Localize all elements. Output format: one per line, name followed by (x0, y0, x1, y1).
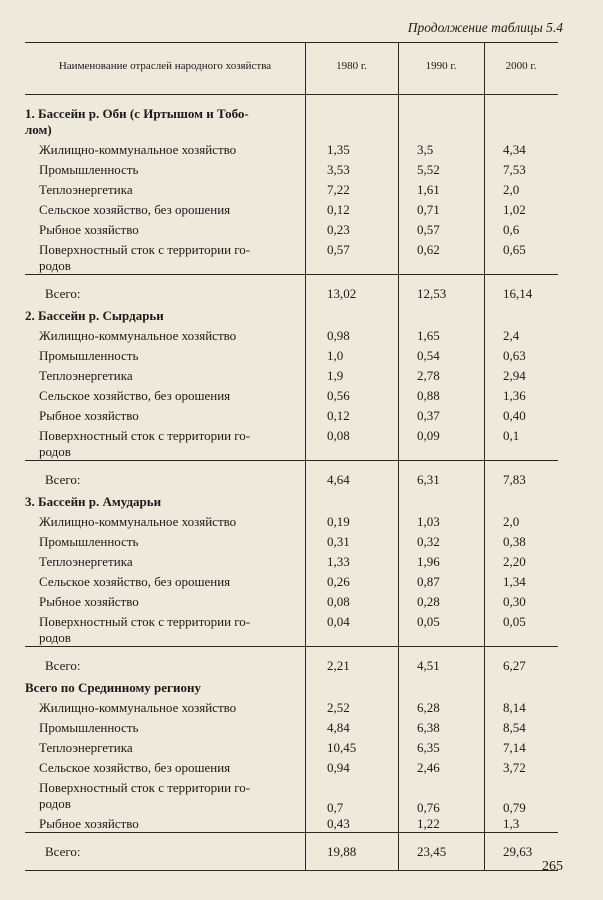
cell-2000: 0,63 (503, 348, 526, 363)
row-label (25, 106, 291, 138)
cell-1990: 1,96 (417, 554, 440, 569)
table-top-border (25, 42, 558, 43)
table-row (25, 242, 558, 278)
cell-1980: 0,08 (327, 594, 350, 609)
row-label: Промышленность (39, 534, 139, 549)
cell-2000: 3,72 (503, 760, 526, 775)
total-row (25, 472, 558, 492)
cell-1990: 23,45 (417, 844, 447, 859)
cell-1990: 0,28 (417, 594, 440, 609)
table-row (25, 740, 558, 760)
table-row (25, 142, 558, 162)
cell-1990: 6,28 (417, 700, 440, 715)
cell-1990: 0,62 (417, 242, 440, 257)
cell-1980: 1,35 (327, 142, 350, 157)
row-label: 3. Бассейн р. Амударьи (25, 494, 162, 509)
table-row (25, 574, 558, 594)
row-label: Рыбное хозяйство (39, 222, 139, 237)
cell-1990: 1,03 (417, 514, 440, 529)
cell-1980: 0,12 (327, 408, 350, 423)
cell-1980: 0,08 (327, 428, 350, 443)
row-label: 2. Бассейн р. Сырдарьи (25, 308, 164, 323)
cell-1980: 0,19 (327, 514, 350, 529)
cell-1990: 0,32 (417, 534, 440, 549)
cell-2000: 8,54 (503, 720, 526, 735)
cell-1990: 12,53 (417, 286, 447, 301)
cell-2000: 1,02 (503, 202, 526, 217)
cell-1990: 4,51 (417, 658, 440, 673)
subtotal-divider (25, 646, 558, 647)
cell-1980: 0,56 (327, 388, 350, 403)
table-bottom-border (25, 870, 558, 871)
cell-2000: 0,38 (503, 534, 526, 549)
row-label: Сельское хозяйство, без орошения (39, 760, 231, 775)
row-label-line: 1. Бассейн р. Оби (с Иртышом и Тобо- (25, 106, 249, 121)
cell-1990: 6,38 (417, 720, 440, 735)
cell-1990: 0,57 (417, 222, 440, 237)
row-label: Теплоэнергетика (39, 554, 133, 569)
row-label: Промышленность (39, 162, 139, 177)
table-row (25, 700, 558, 720)
row-label: Промышленность (39, 348, 139, 363)
table-row (25, 348, 558, 368)
cell-1980: 19,88 (327, 844, 357, 859)
row-label (39, 242, 305, 274)
row-label: Промышленность (39, 720, 139, 735)
subtotal-divider (25, 274, 558, 275)
section-heading (25, 106, 558, 142)
cell-2000: 2,0 (503, 514, 520, 529)
cell-2000: 0,30 (503, 594, 526, 609)
table-row (25, 760, 558, 780)
row-label: Рыбное хозяйство (39, 408, 139, 423)
cell-2000: 2,94 (503, 368, 526, 383)
row-label: Теплоэнергетика (39, 182, 133, 197)
cell-2000: 0,6 (503, 222, 520, 237)
row-label: Жилищно-коммунальное хозяйство (39, 328, 237, 343)
cell-2000: 0,79 (503, 800, 526, 815)
cell-2000: 2,4 (503, 328, 520, 343)
table-row (25, 408, 558, 428)
cell-2000: 29,63 (503, 844, 533, 859)
cell-2000: 7,83 (503, 472, 526, 487)
row-label: Жилищно-коммунальное хозяйство (39, 514, 237, 529)
cell-1990: 6,35 (417, 740, 440, 755)
table-row (25, 780, 558, 816)
table-row (25, 368, 558, 388)
table-row (25, 202, 558, 222)
row-label-line: родов (39, 630, 71, 645)
row-label: Теплоэнергетика (39, 368, 133, 383)
cell-1990: 0,54 (417, 348, 440, 363)
cell-1990: 2,78 (417, 368, 440, 383)
row-label: Всего: (45, 844, 81, 859)
cell-2000: 2,0 (503, 182, 520, 197)
cell-1980: 0,57 (327, 242, 350, 257)
cell-1990: 6,31 (417, 472, 440, 487)
header-2000: 2000 г. (505, 60, 537, 72)
cell-1990: 0,87 (417, 574, 440, 589)
row-label-line: родов (39, 258, 71, 273)
table-row (25, 514, 558, 534)
cell-2000: 16,14 (503, 286, 533, 301)
continuation-label: Продолжение таблицы 5.4 (407, 20, 563, 35)
table-row (25, 428, 558, 464)
cell-1980: 4,84 (327, 720, 350, 735)
cell-1990: 5,52 (417, 162, 440, 177)
cell-2000: 1,36 (503, 388, 526, 403)
table-row (25, 720, 558, 740)
subtotal-divider (25, 460, 558, 461)
row-label (39, 780, 305, 812)
cell-1990: 1,22 (417, 816, 440, 831)
row-label: Сельское хозяйство, без орошения (39, 574, 231, 589)
cell-2000: 2,20 (503, 554, 526, 569)
cell-1980: 7,22 (327, 182, 350, 197)
cell-1990: 2,46 (417, 760, 440, 775)
total-row (25, 658, 558, 678)
row-label: Рыбное хозяйство (39, 816, 139, 831)
row-label: Сельское хозяйство, без орошения (39, 202, 231, 217)
cell-2000: 6,27 (503, 658, 526, 673)
cell-1980: 0,43 (327, 816, 350, 831)
row-label-line: Поверхностный сток с территории го- (39, 242, 251, 257)
cell-1980: 10,45 (327, 740, 357, 755)
cell-1980: 2,52 (327, 700, 350, 715)
table-row (25, 554, 558, 574)
header-1990: 1990 г. (425, 60, 457, 72)
row-label-line: родов (39, 796, 71, 811)
table-row (25, 594, 558, 614)
cell-1990: 0,05 (417, 614, 440, 629)
cell-1980: 2,21 (327, 658, 350, 673)
cell-2000: 1,3 (503, 816, 520, 831)
table-row (25, 816, 558, 836)
row-label-line: Поверхностный сток с территории го- (39, 428, 251, 443)
cell-1980: 4,64 (327, 472, 350, 487)
header-sector: Наименование отраслей народного хозяйства (58, 60, 272, 72)
cell-1990: 0,88 (417, 388, 440, 403)
cell-2000: 0,65 (503, 242, 526, 257)
row-label: Всего: (45, 472, 81, 487)
cell-2000: 1,34 (503, 574, 526, 589)
cell-1990: 3,5 (417, 142, 434, 157)
cell-2000: 0,1 (503, 428, 520, 443)
row-label: Всего по Срединному региону (25, 680, 201, 695)
cell-1990: 1,65 (417, 328, 440, 343)
cell-1980: 0,7 (327, 800, 344, 815)
cell-2000: 4,34 (503, 142, 526, 157)
cell-2000: 0,05 (503, 614, 526, 629)
row-label: Теплоэнергетика (39, 740, 133, 755)
header-bottom-border (25, 94, 558, 95)
table-row (25, 182, 558, 202)
row-label-line: лом) (25, 122, 52, 137)
cell-1980: 0,98 (327, 328, 350, 343)
row-label: Жилищно-коммунальное хозяйство (39, 700, 237, 715)
row-label-line: Поверхностный сток с территории го- (39, 780, 251, 795)
cell-2000: 8,14 (503, 700, 526, 715)
cell-1990: 0,09 (417, 428, 440, 443)
section-heading (25, 308, 558, 328)
cell-2000: 7,14 (503, 740, 526, 755)
cell-1980: 13,02 (327, 286, 357, 301)
cell-1980: 0,12 (327, 202, 350, 217)
cell-1990: 0,71 (417, 202, 440, 217)
row-label: Жилищно-коммунальное хозяйство (39, 142, 237, 157)
cell-1980: 0,23 (327, 222, 350, 237)
row-label (39, 428, 305, 460)
cell-1980: 0,94 (327, 760, 350, 775)
row-label: Всего: (45, 658, 81, 673)
cell-1980: 1,33 (327, 554, 350, 569)
table-row (25, 222, 558, 242)
row-label (39, 614, 305, 646)
cell-1980: 1,9 (327, 368, 344, 383)
cell-1980: 0,04 (327, 614, 350, 629)
cell-1990: 1,61 (417, 182, 440, 197)
row-label-line: Поверхностный сток с территории го- (39, 614, 251, 629)
total-row (25, 286, 558, 306)
cell-1990: 0,76 (417, 800, 440, 815)
table-row (25, 388, 558, 408)
row-label: Всего: (45, 286, 81, 301)
row-label-line: родов (39, 444, 71, 459)
table-row (25, 328, 558, 348)
cell-2000: 7,53 (503, 162, 526, 177)
cell-1980: 0,31 (327, 534, 350, 549)
cell-1990: 0,37 (417, 408, 440, 423)
cell-1980: 0,26 (327, 574, 350, 589)
cell-1980: 1,0 (327, 348, 344, 363)
section-heading (25, 494, 558, 514)
row-label: Сельское хозяйство, без орошения (39, 388, 231, 403)
cell-1980: 3,53 (327, 162, 350, 177)
header-1980: 1980 г. (336, 60, 367, 72)
cell-2000: 0,40 (503, 408, 526, 423)
section-heading (25, 680, 558, 700)
subtotal-divider (25, 832, 558, 833)
table-row (25, 534, 558, 554)
row-label: Рыбное хозяйство (39, 594, 139, 609)
total-row (25, 844, 558, 864)
page-number: 265 (542, 859, 563, 874)
table-row (25, 614, 558, 650)
table-row (25, 162, 558, 182)
